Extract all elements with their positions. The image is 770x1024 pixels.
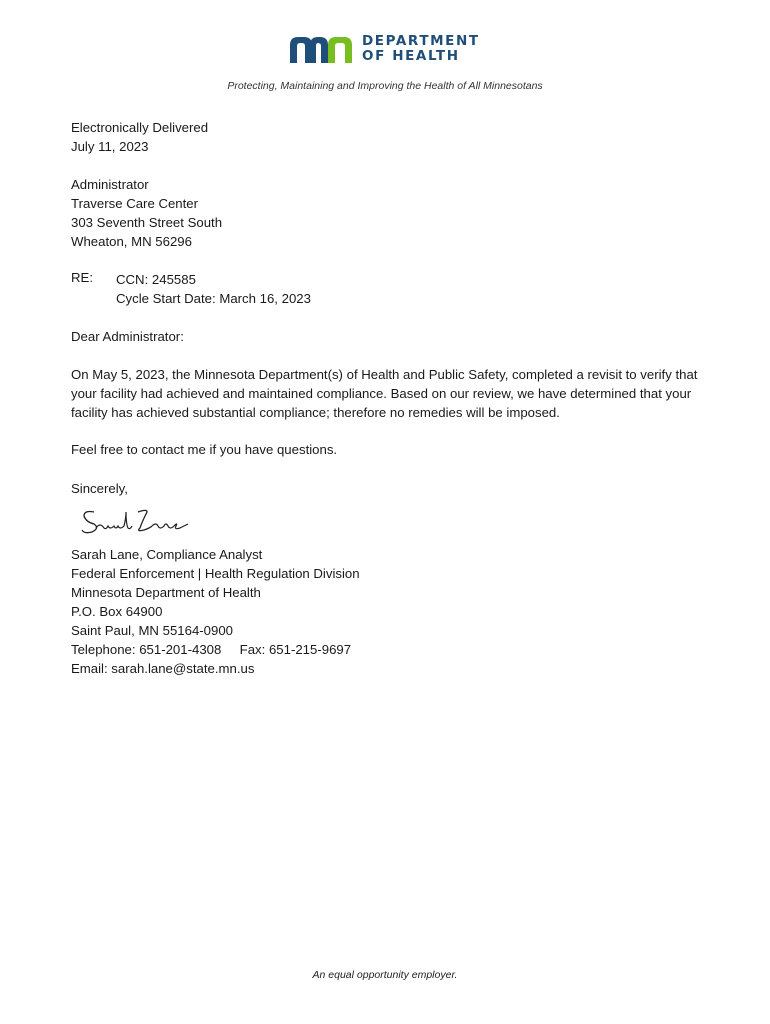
- signer-phone-fax: Telephone: 651-201-4308 Fax: 651-215-9697: [71, 642, 352, 657]
- recipient-line3: 303 Seventh Street South: [71, 215, 223, 230]
- handwritten-signature-icon: [80, 504, 190, 538]
- signer-name-title: Sarah Lane, Compliance Analyst: [71, 547, 263, 562]
- recipient-line1: Administrator: [71, 177, 149, 192]
- re-label: RE:: [71, 270, 93, 285]
- recipient-line2: Traverse Care Center: [71, 196, 199, 211]
- signer-department: Minnesota Department of Health: [71, 585, 261, 600]
- signer-po-box: P.O. Box 64900: [71, 604, 163, 619]
- body-paragraph: On May 5, 2023, the Minnesota Department(s) of Health and Public Safety, completed a revisit to verify that your facility had achieved and maintained compliance. Based on our review, we have determined that your facility has achieved substantial compliance; therefore no remedies will be imposed.: [71, 367, 698, 420]
- mn-logo-icon: [290, 35, 356, 63]
- delivery-method: Electronically Delivered: [71, 120, 209, 135]
- tagline: Protecting, Maintaining and Improving the Health of All Minnesotans: [227, 80, 543, 92]
- logo-wordmark: [362, 34, 480, 63]
- signer-email: Email: sarah.lane@state.mn.us: [71, 661, 255, 676]
- logo-text-line2: OF HEALTH: [362, 47, 460, 64]
- re-block: [116, 270, 311, 308]
- re-cycle-date: Cycle Start Date: March 16, 2023: [116, 291, 311, 306]
- signer-city: Saint Paul, MN 55164-0900: [71, 623, 234, 638]
- footer-note: An equal opportunity employer.: [312, 969, 458, 981]
- closing: Sincerely,: [71, 481, 128, 496]
- contact-paragraph: Feel free to contact me if you have questions.: [71, 442, 338, 457]
- re-ccn: CCN: 245585: [116, 272, 196, 287]
- letter-date: July 11, 2023: [71, 139, 149, 154]
- recipient-line4: Wheaton, MN 56296: [71, 234, 192, 249]
- logo-text-line1: DEPARTMENT: [362, 33, 480, 49]
- signature-image: [80, 504, 190, 543]
- signer-division: Federal Enforcement | Health Regulation Division: [71, 566, 360, 581]
- salutation: Dear Administrator:: [71, 329, 184, 344]
